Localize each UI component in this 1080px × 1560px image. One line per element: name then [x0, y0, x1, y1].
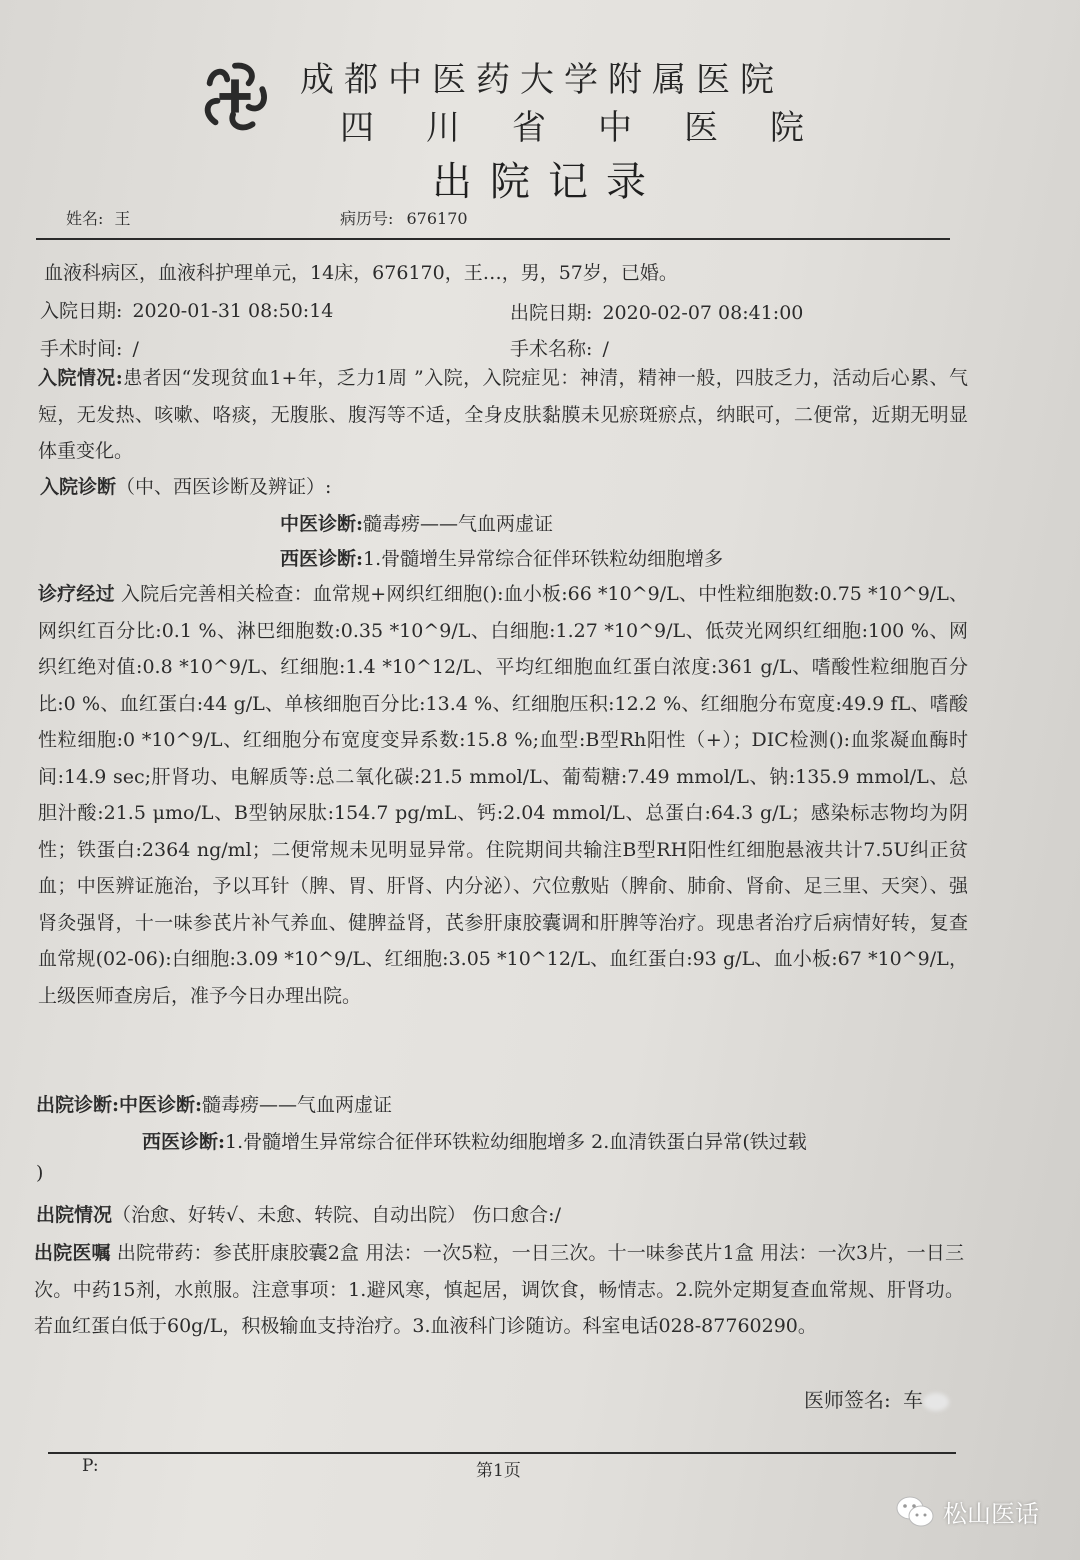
- discharge-orders-text: 出院带药：参芪肝康胶囊2盒 用法：一次5粒，一日三次。十一味参芪片1盒 用法：一次3片，一日三次。中药15剂，水煎服。注意事项：1.避风寒，慎起居，调饮食，畅情志。2.院外定期复查血常规、肝肾功。若血红蛋白低于60g/L，积极输血支持治疗。3.血液科门诊随访。科室电话028-87760290。: [34, 1242, 964, 1337]
- admission-tcm-diagnosis: [280, 509, 553, 536]
- surgery-name: [510, 334, 609, 361]
- wechat-icon: [895, 1495, 935, 1529]
- patient-summary: 血液科病区，血液科护理单元，14床，676170，王…，男，57岁，已婚。: [44, 262, 678, 284]
- discharge-status-text: （治愈、好转√、未愈、转院、自动出院） 伤口愈合:/: [112, 1204, 561, 1226]
- hospital-emblem-icon: [196, 56, 274, 134]
- surgery-time-value: /: [132, 338, 139, 360]
- watermark-text: 松山医话: [943, 1500, 1039, 1528]
- admission-diagnosis-suffix: （中、西医诊断及辨证）:: [116, 476, 332, 498]
- admission-wm-value: 1.骨髓增生异常综合征伴环铁粒幼细胞增多: [363, 548, 724, 570]
- admit-date: [40, 296, 333, 323]
- page-number: 第1页: [476, 1461, 521, 1481]
- discharge-orders-section: [34, 1235, 964, 1345]
- admission-section: [38, 360, 968, 470]
- record-number: [340, 206, 468, 229]
- document-title: 出院记录: [432, 159, 664, 205]
- discharge-date-label: 出院日期:: [510, 302, 593, 324]
- hospital-name-primary: 成都中医药大学附属医院: [300, 60, 784, 100]
- footer-divider: [48, 1452, 956, 1454]
- admission-diagnosis-label: 入院诊断: [40, 476, 117, 498]
- admission-tcm-value: 髓毒痨——气血两虚证: [363, 513, 554, 535]
- hospital-name-secondary: 四川省中医院: [340, 108, 856, 148]
- admit-date-label: 入院日期:: [40, 300, 123, 322]
- patient-name-label: 姓名:: [66, 209, 104, 228]
- signature-value: 车: [903, 1388, 924, 1412]
- discharge-wm-diagnosis: [142, 1127, 807, 1154]
- admission-wm-diagnosis: [280, 544, 723, 571]
- admission-tcm-label: 中医诊断:: [280, 513, 364, 535]
- discharge-tcm-label: 中医诊断:: [119, 1094, 203, 1116]
- surgery-time: [40, 334, 139, 361]
- surgery-time-label: 手术时间:: [40, 338, 123, 360]
- physician-signature: [804, 1384, 949, 1413]
- discharge-tcm-value: 髓毒痨——气血两虚证: [202, 1094, 393, 1116]
- discharge-wm-label: 西医诊断:: [142, 1131, 226, 1153]
- record-number-value: 676170: [406, 209, 468, 228]
- signature-redaction: [923, 1393, 949, 1411]
- patient-name: [66, 206, 131, 229]
- patient-name-value: 王: [114, 209, 131, 228]
- admission-label: 入院情况:: [38, 367, 123, 389]
- treatment-text: 入院后完善相关检查：血常规+网织红细胞():血小板:66 *10^9/L、中性粒细胞数:0.75 *10^9/L、网织红百分比:0.1 %、淋巴细胞数:0.35 *10^9/L、白细胞:1.27 *10^9/L、低荧光网织红细胞:100 %、网织红绝对值:0.8 *10^9/L、红细胞:1.4 *10^12/L、平均红细胞血红蛋白浓度:361 g/L、嗜酸性粒细胞百分比:0 %、血红蛋白:44 g/L、单核细胞百分比:13.4 %、红细胞压积:12.2 %、红细胞分布宽度:49.9 fL、嗜酸性粒细胞:0 *10^9/L、红细胞分布宽度变异系数:15.8 %;血型:B型Rh阳性（+）；DIC检测():血浆凝血酶时间:14.9 sec;肝肾功、电解质等:总二氧化碳:21.5 mmol/L、葡萄糖:7.49 mmol/L、钠:135.9 mmol/L、总胆汁酸:21.5 μmo/L、B型钠尿肽:154.7 pg/mL、钙:2.04 mmol/L、总蛋白:64.3 g/L；感染标志物均为阴性；铁蛋白:2364 ng/ml；二便常规未见明显异常。住院期间共输注B型RH阳性红细胞悬液共计7.5U纠正贫血；中医辨证施治，予以耳针（脾、胃、肝肾、内分泌）、穴位敷贴（脾俞、肺俞、肾俞、足三里、天突）、强肾灸强肾，十一味参芪片补气养血、健脾益肾，芪参肝康胶囊调和肝脾等治疗。现患者治疗后病情好转，复查血常规(02-06):白细胞:3.09 *10^9/L、红细胞:3.05 *10^12/L、血红蛋白:93 g/L、血小板:67 *10^9/L，上级医师查房后，准予今日办理出院。: [38, 583, 968, 1007]
- treatment-section: [38, 576, 968, 1014]
- surgery-name-label: 手术名称:: [510, 338, 593, 360]
- admission-diagnosis-heading: [40, 472, 331, 499]
- discharge-status-label: 出院情况: [36, 1204, 113, 1226]
- admit-date-value: 2020-01-31 08:50:14: [132, 300, 334, 322]
- discharge-date-value: 2020-02-07 08:41:00: [602, 302, 804, 324]
- discharge-wm-value: 1.骨髓增生异常综合征伴环铁粒幼细胞增多 2.血清铁蛋白异常(铁过载: [225, 1131, 807, 1153]
- record-number-label: 病历号:: [340, 209, 394, 228]
- discharge-status: [36, 1200, 561, 1227]
- discharge-orders-label: 出院医嘱: [34, 1242, 111, 1264]
- discharge-date: [510, 298, 803, 325]
- treatment-label: 诊疗经过: [38, 583, 115, 605]
- header-divider: [36, 238, 950, 240]
- admission-wm-label: 西医诊断:: [280, 548, 364, 570]
- footer-p-label: P:: [82, 1456, 99, 1476]
- discharge-diagnosis-label: 出院诊断:: [36, 1094, 120, 1116]
- surgery-name-value: /: [602, 338, 609, 360]
- signature-label: 医师签名:: [804, 1388, 891, 1412]
- discharge-diagnosis-heading: [36, 1090, 392, 1117]
- wechat-watermark: [895, 1494, 1039, 1529]
- admission-text: 患者因“发现贫血1+年，乏力1周 ”入院，入院症见：神清，精神一般，四肢乏力，活动后心累、气短，无发热、咳嗽、咯痰，无腹胀、腹泻等不适，全身皮肤黏膜未见瘀斑瘀点，纳眠可，二便常，近期无明显体重变化。: [38, 367, 968, 462]
- discharge-wm-continuation: ): [36, 1162, 44, 1184]
